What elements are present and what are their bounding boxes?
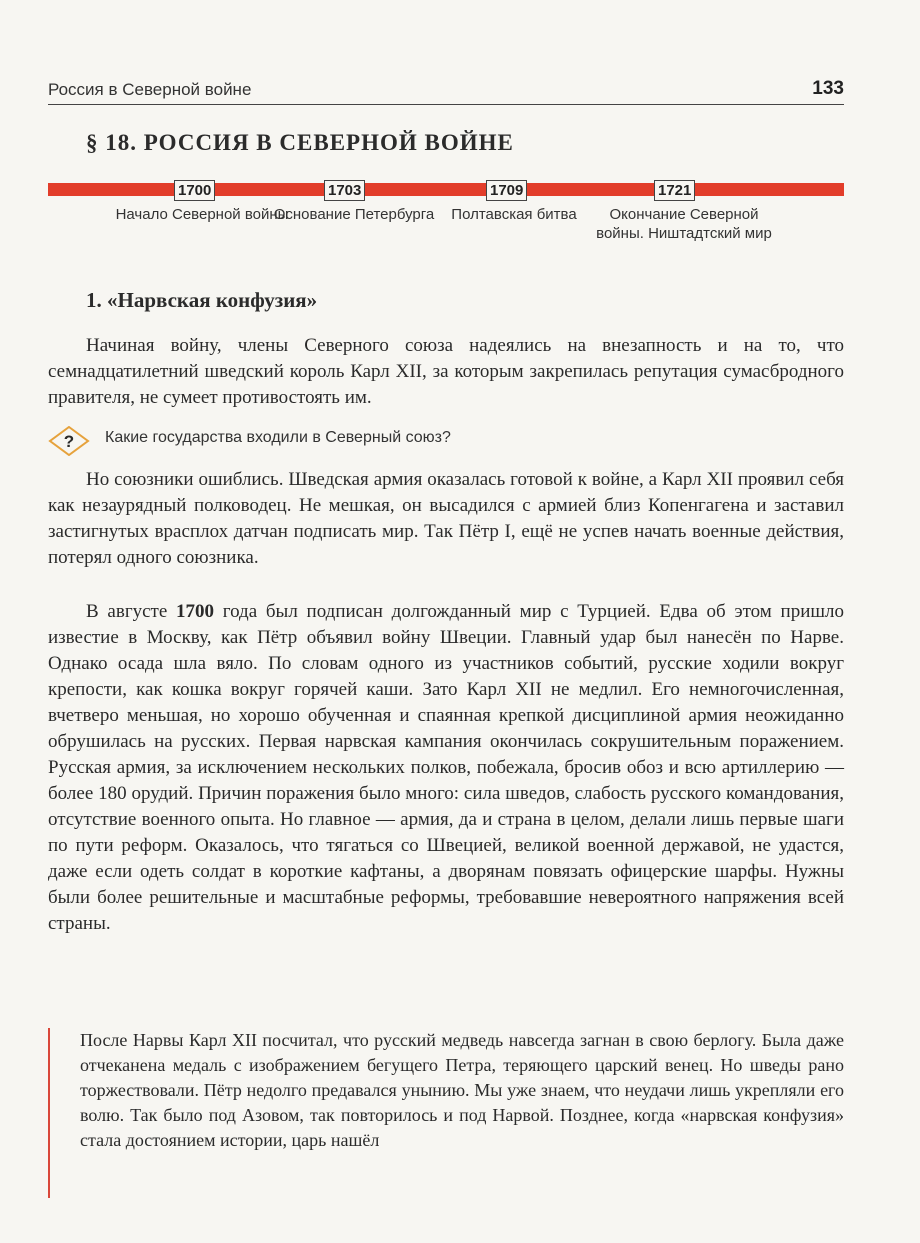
section-heading: 1. «Нарвская конфузия» — [86, 288, 318, 312]
timeline-year: 1703 — [324, 180, 365, 201]
paragraph — [48, 599, 844, 937]
timeline-label: Полтавская битва — [451, 206, 577, 223]
paragraph: Начиная войну, члены Северного союза надеялись на внезапность и на то, что семнадцатилетний шведский король Карл XII, за которым закрепилась репутация сумасбродного правителя, не сумеет противостоять им. — [48, 335, 844, 408]
timeline-year: 1700 — [174, 180, 215, 201]
question-text: Какие государства входили в Северный союз? — [105, 429, 451, 446]
svg-text:?: ? — [63, 432, 75, 451]
timeline-label: Окончание Северной войны. Ништадтский мир — [596, 206, 772, 242]
timeline-label: Основание Петербурга — [273, 206, 435, 223]
timeline — [48, 180, 844, 200]
paragraph-prefix: В августе — [86, 601, 168, 622]
timeline-year: 1709 — [486, 180, 527, 201]
page-header — [48, 78, 844, 105]
aside-rule — [48, 1028, 50, 1198]
timeline-year: 1721 — [654, 180, 695, 201]
timeline-bar — [48, 183, 844, 196]
paragraph: Но союзники ошиблись. Шведская армия оказалась готовой к войне, а Карл XII проявил себя как незаурядный полководец. Не мешкая, он высадился с армией близ Копенгагена и заставил застигнутых врасплох датчан подписать мир. Так Пётр I, ещё не успев начать военные действия, потерял одного союзника. — [48, 469, 844, 568]
chapter-title: § 18. РОССИЯ В СЕВЕРНОЙ ВОЙНЕ — [86, 130, 514, 155]
page-number: 133 — [812, 78, 844, 99]
aside-text: После Нарвы Карл XII посчитал, что русский медведь навсегда загнан в свою берлогу. Была даже отчеканена медаль с изображением бегущего Петра, теряющего царский венец. Но шведы рано торжествовали. Пётр недолго предавался унынию. Мы уже знаем, что неудачи лишь укрепляли его волю. Так было под Азовом, так повторилось и под Нарвой. Позднее, когда «нарвская конфузия» стала достоянием истории, царь нашёл — [80, 1030, 844, 1150]
paragraph-body: года был подписан долгожданный мир с Турцией. Едва об этом пришло известие в Москву, как Пётр объявил войну Швеции. Главный удар был нанесён по Нарве. Однако осада шла вяло. По словам одного из участников событий, русские ходили вокруг крепости, как кошка вокруг горячей каши. Зато Карл XII не медлил. Его немногочисленная, вчетверо меньшая, но хорошо обученная и спаянная крепкой дисциплиной армия неожиданно обрушилась на русских. Первая нарвская кампания окончилась сокрушительным поражением. Русская армия, за исключением нескольких полков, побежала, бросив обоз и всю артиллерию — более 180 орудий. Причин поражения было много: сила шведов, слабость русского командования, отсутствие военного опыта. Но главное — армия, да и страна в целом, делали лишь первые шаги по пути реформ. Оказалось, что тягаться со Швецией, великой военной державой, не удастся, даже если одеть солдат в короткие кафтаны, а дворянам повязать офицерские шарфы. Нужны были более решительные и масштабные реформы, требовавшие невероятного напряжения всей страны. — [48, 601, 844, 934]
year-highlight: 1700 — [176, 601, 215, 622]
aside-block — [48, 1028, 844, 1198]
running-title: Россия в Северной войне — [48, 80, 252, 99]
question-box — [48, 426, 844, 456]
question-diamond-icon — [48, 426, 90, 456]
timeline-label: Начало Северной войны — [115, 206, 289, 223]
